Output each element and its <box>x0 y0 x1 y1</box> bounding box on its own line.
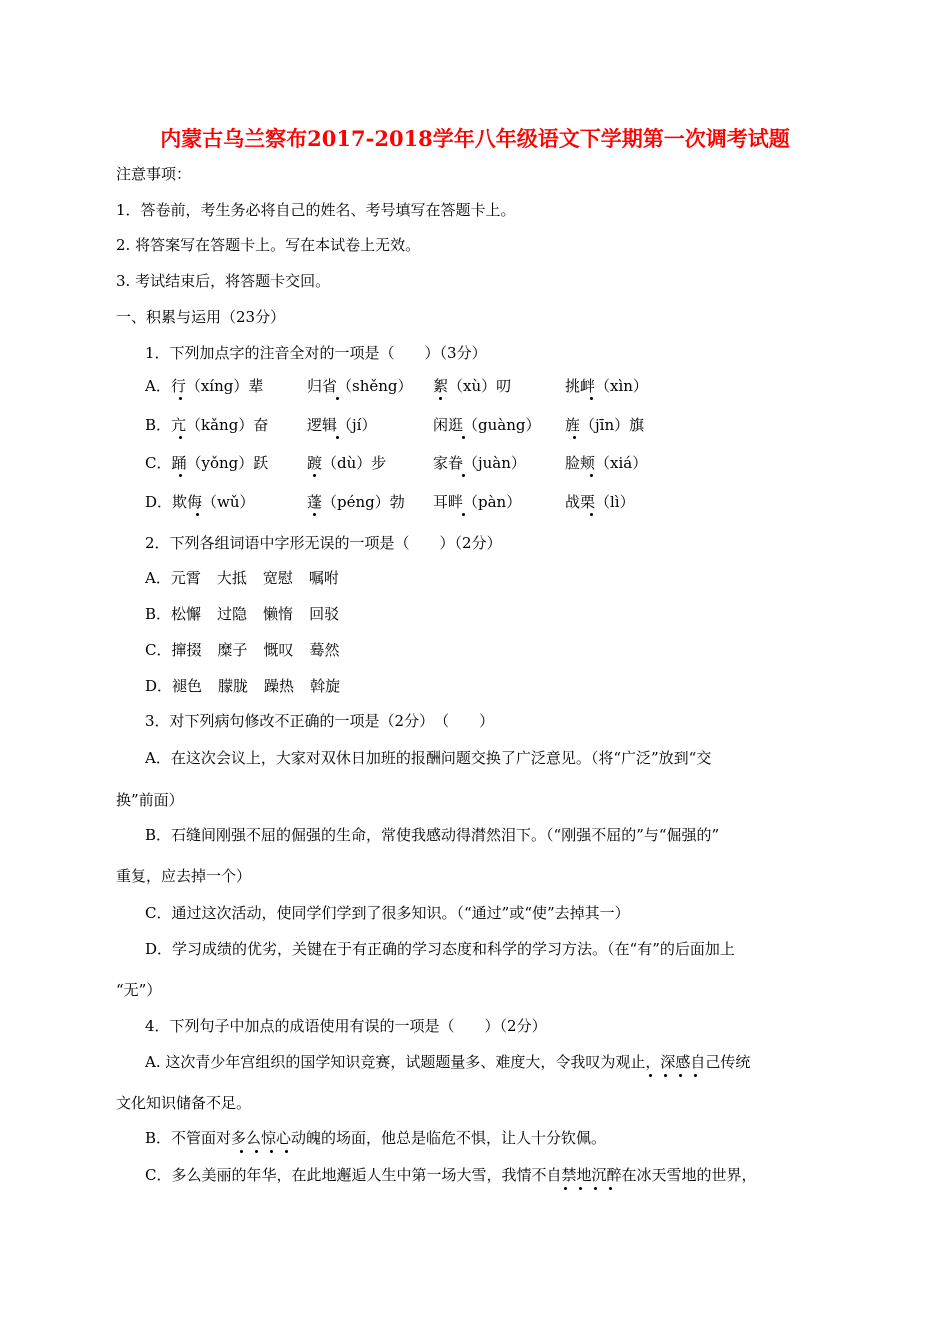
question-2-option-d <box>145 675 356 697</box>
emphasis-dot <box>336 436 339 439</box>
note-item: 3. 考试结束后，将答题卡交回。 <box>116 272 331 290</box>
option-word: 宽慰 <box>262 569 293 587</box>
question-3-option-b-cont: 重复，应去掉一个） <box>116 867 252 885</box>
option-cell: 絮（xù）叨 <box>433 377 512 395</box>
emphasis-dot <box>313 474 316 477</box>
question-3-option-a: A．在这次会议上，大家对双休日加班的报酬问题交换了广泛意见。（将“广泛”放到“交 <box>145 749 712 767</box>
emphasis-dot <box>462 474 465 477</box>
option-word: A．元霄 <box>145 569 201 587</box>
option-cell: 脸颊（xiá） <box>565 454 648 472</box>
question-3-option-a-cont: 换”前面） <box>116 791 184 809</box>
option-cell: 踱（dù）步 <box>307 454 387 472</box>
emphasis-dot <box>439 397 442 400</box>
emphasis-dot <box>255 1150 258 1153</box>
question-3-option-d: D．学习成绩的优劣，关键在于有正确的学习态度和科学的学习方法。（在“有”的后面加上 <box>145 940 735 958</box>
question-3-option-c: C．通过这次活动，使同学们学到了很多知识。（“通过”或“使”去掉其一） <box>145 904 630 922</box>
option-word: 嘱咐 <box>308 569 339 587</box>
option-word: 斡旋 <box>310 677 341 695</box>
notes-heading: 注意事项： <box>116 165 192 183</box>
question-3-option-d-cont: “无”） <box>116 981 162 999</box>
option-cell: 逻辑（jí） <box>307 416 377 434</box>
emphasis-dot <box>179 474 182 477</box>
question-4-option-a: A. 这次青少年宫组织的国学知识竞赛，试题题量多、难度大，令我叹为观止，深感自己传统 <box>145 1053 751 1071</box>
option-word: 蓦然 <box>309 641 340 659</box>
question-4-option-b: B．不管面对多么惊心动魄的场面，他总是临危不惧，让人十分钦佩。 <box>145 1129 607 1147</box>
question-1-stem: 1．下列加点字的注音全对的一项是（ ）（3分） <box>145 344 487 362</box>
question-2-option-a <box>145 567 355 589</box>
question-3-stem: 3．对下列病句修改不正确的一项是（2分） （ ） <box>145 712 495 730</box>
option-cell: 归省（shěng） <box>307 377 413 395</box>
option-cell: B．亢（kǎng）奋 <box>145 416 269 434</box>
option-cell: 蓬（péng）勃 <box>307 493 405 511</box>
note-item: 1．答卷前，考生务必将自己的姓名、考号填写在答题卡上。 <box>116 201 516 219</box>
emphasis-dot <box>179 436 182 439</box>
question-4-option-a-cont: 文化知识储备不足。 <box>116 1094 252 1112</box>
emphasis-dot <box>664 1074 667 1077</box>
option-cell: 耳畔（pàn） <box>433 493 522 511</box>
emphasis-dot <box>462 513 465 516</box>
option-cell: 家眷（juàn） <box>433 454 526 472</box>
question-2-option-b <box>145 603 355 625</box>
option-cell: 旌（jīn）旗 <box>565 416 645 434</box>
emphasis-dot <box>590 474 593 477</box>
option-cell: C．踊（yǒng）跃 <box>145 454 269 472</box>
emphasis-dot <box>179 397 182 400</box>
option-cell: 挑衅（xìn） <box>565 377 648 395</box>
option-word: 大抵 <box>216 569 247 587</box>
question-3-option-b: B．石缝间刚强不屈的倔强的生命，常使我感动得潸然泪下。（“刚强不屈的”与“倔强的” <box>145 826 720 844</box>
emphasis-dot <box>313 513 316 516</box>
option-cell: D．欺侮（wǔ） <box>145 493 255 511</box>
emphasis-dot <box>240 1150 243 1153</box>
emphasis-dot <box>579 1187 582 1190</box>
option-cell: 战栗（lì） <box>565 493 635 511</box>
emphasis-dot <box>196 513 199 516</box>
emphasis-dot <box>462 436 465 439</box>
emphasis-dot <box>649 1074 652 1077</box>
question-4-option-c: C．多么美丽的年华，在此地邂逅人生中第一场大雪，我情不自禁地沉醉在冰天雪地的世界， <box>145 1166 757 1184</box>
emphasis-dot <box>609 1187 612 1190</box>
emphasis-dot <box>285 1150 288 1153</box>
emphasis-dot <box>594 1187 597 1190</box>
option-word: 过隐 <box>217 605 248 623</box>
option-word: C．撺掇 <box>145 641 202 659</box>
emphasis-dot <box>573 436 576 439</box>
option-word: D．褪色 <box>145 677 203 695</box>
note-item: 2. 将答案写在答题卡上。写在本试卷上无效。 <box>116 236 421 254</box>
section-heading: 一、积累与运用（23分） <box>116 308 286 326</box>
option-word: 糜子 <box>217 641 248 659</box>
emphasis-dot <box>270 1150 273 1153</box>
option-word: 躁热 <box>264 677 295 695</box>
emphasis-dot <box>694 1074 697 1077</box>
option-word: 慨叹 <box>263 641 294 659</box>
page-title: 内蒙古乌兰察布2017-2018学年八年级语文下学期第一次调考试题 <box>160 126 790 151</box>
emphasis-dot <box>679 1074 682 1077</box>
emphasis-dot <box>336 397 339 400</box>
emphasis-dot <box>590 513 593 516</box>
question-2-stem: 2．下列各组词语中字形无误的一项是（ ）（2分） <box>145 534 502 552</box>
option-word: 回驳 <box>309 605 340 623</box>
option-cell: A．行（xíng）辈 <box>145 377 264 395</box>
emphasis-dot <box>590 397 593 400</box>
option-word: B．松懈 <box>145 605 202 623</box>
option-cell: 闲逛（guàng） <box>433 416 541 434</box>
option-word: 懒惰 <box>263 605 294 623</box>
emphasis-dot <box>564 1187 567 1190</box>
question-4-stem: 4．下列句子中加点的成语使用有误的一项是（ ）（2分） <box>145 1017 547 1035</box>
option-word: 朦胧 <box>218 677 249 695</box>
question-2-option-c <box>145 639 356 661</box>
